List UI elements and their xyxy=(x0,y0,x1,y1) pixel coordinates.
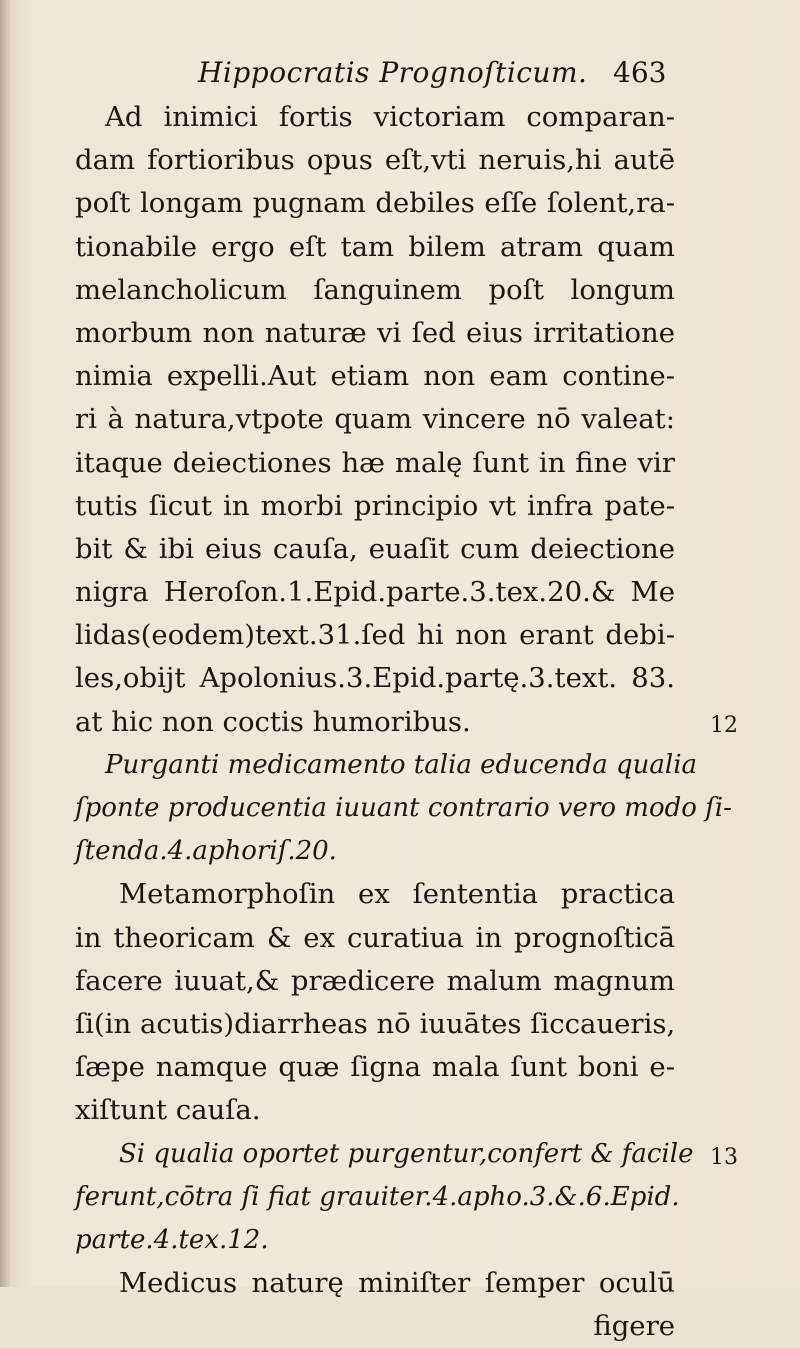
text-line: les,obijt Apolonius.3.Epid.partę.3.text. 83. xyxy=(75,662,675,695)
text-line: Medicus naturę miniſter ſemper oculū xyxy=(119,1267,675,1300)
text-line: in theoricam & ex curatiua in prognoſticā xyxy=(75,921,675,954)
text-line: bit & ibi eius cauſa, euaſit cum deiectione xyxy=(75,532,675,565)
text-line: xiſtunt cauſa. xyxy=(75,1094,261,1127)
text-line: lidas(eodem)text.31.ſed hi non erant debi- xyxy=(75,619,675,652)
text-line: facere iuuat,& prædicere malum magnum xyxy=(75,964,675,997)
text-line: dam fortioribus opus eſt,vti neruis,hi autē xyxy=(75,144,675,177)
running-title: Hippocratis Prognoſticum. xyxy=(198,56,588,89)
margin-note-number: 13 xyxy=(710,1144,738,1170)
book-spine-edge xyxy=(0,0,10,1287)
text-line: tionabile ergo eſt tam bilem atram quam xyxy=(75,230,675,263)
text-line: at hic non coctis humoribus. xyxy=(75,705,471,738)
text-line: itaque deiectiones hæ malę ſunt in fine vir xyxy=(75,446,675,479)
text-line: ri à natura,vtpote quam vincere nō valeat: xyxy=(75,403,675,436)
text-line: nimia expelli.Aut etiam non eam contine- xyxy=(75,360,675,393)
page-number: 463 xyxy=(613,56,667,89)
text-line: ferunt,cōtra ſi fiat grauiter.4.apho.3.&.6.Epid. xyxy=(75,1181,680,1212)
text-line: ſæpe namque quæ ſigna mala ſunt boni e- xyxy=(75,1051,675,1084)
text-line: melancholicum ſanguinem poſt longum xyxy=(75,273,675,306)
text-line: tutis ſicut in morbi principio vt infra pate- xyxy=(75,489,675,522)
text-line: ſi(in acutis)diarrheas nō iuuātes ſiccaueris, xyxy=(75,1007,676,1040)
text-line: morbum non naturæ vi ſed eius irritatione xyxy=(75,316,675,349)
text-line: figere xyxy=(593,1310,675,1343)
text-line: poſt longam pugnam debiles eſſe ſolent,ra- xyxy=(75,187,675,220)
margin-note-number: 12 xyxy=(710,712,738,738)
text-line: Metamorphoſin ex ſententia practica xyxy=(119,878,675,911)
text-line: parte.4.tex.12. xyxy=(75,1224,269,1255)
text-line: nigra Heroſon.1.Epid.parte.3.tex.20.& Me xyxy=(75,576,675,609)
text-line: Ad inimici fortis victoriam comparan- xyxy=(105,101,675,133)
text-line: ſtenda.4.aphoriſ.20. xyxy=(75,836,337,867)
text-line: Purganti medicamento talia educenda qualia xyxy=(105,749,698,780)
text-line: ſponte producentia iuuant contrario vero modo ſi- xyxy=(75,793,732,823)
text-line: Si qualia oportet purgentur,confert & facile xyxy=(119,1138,694,1169)
